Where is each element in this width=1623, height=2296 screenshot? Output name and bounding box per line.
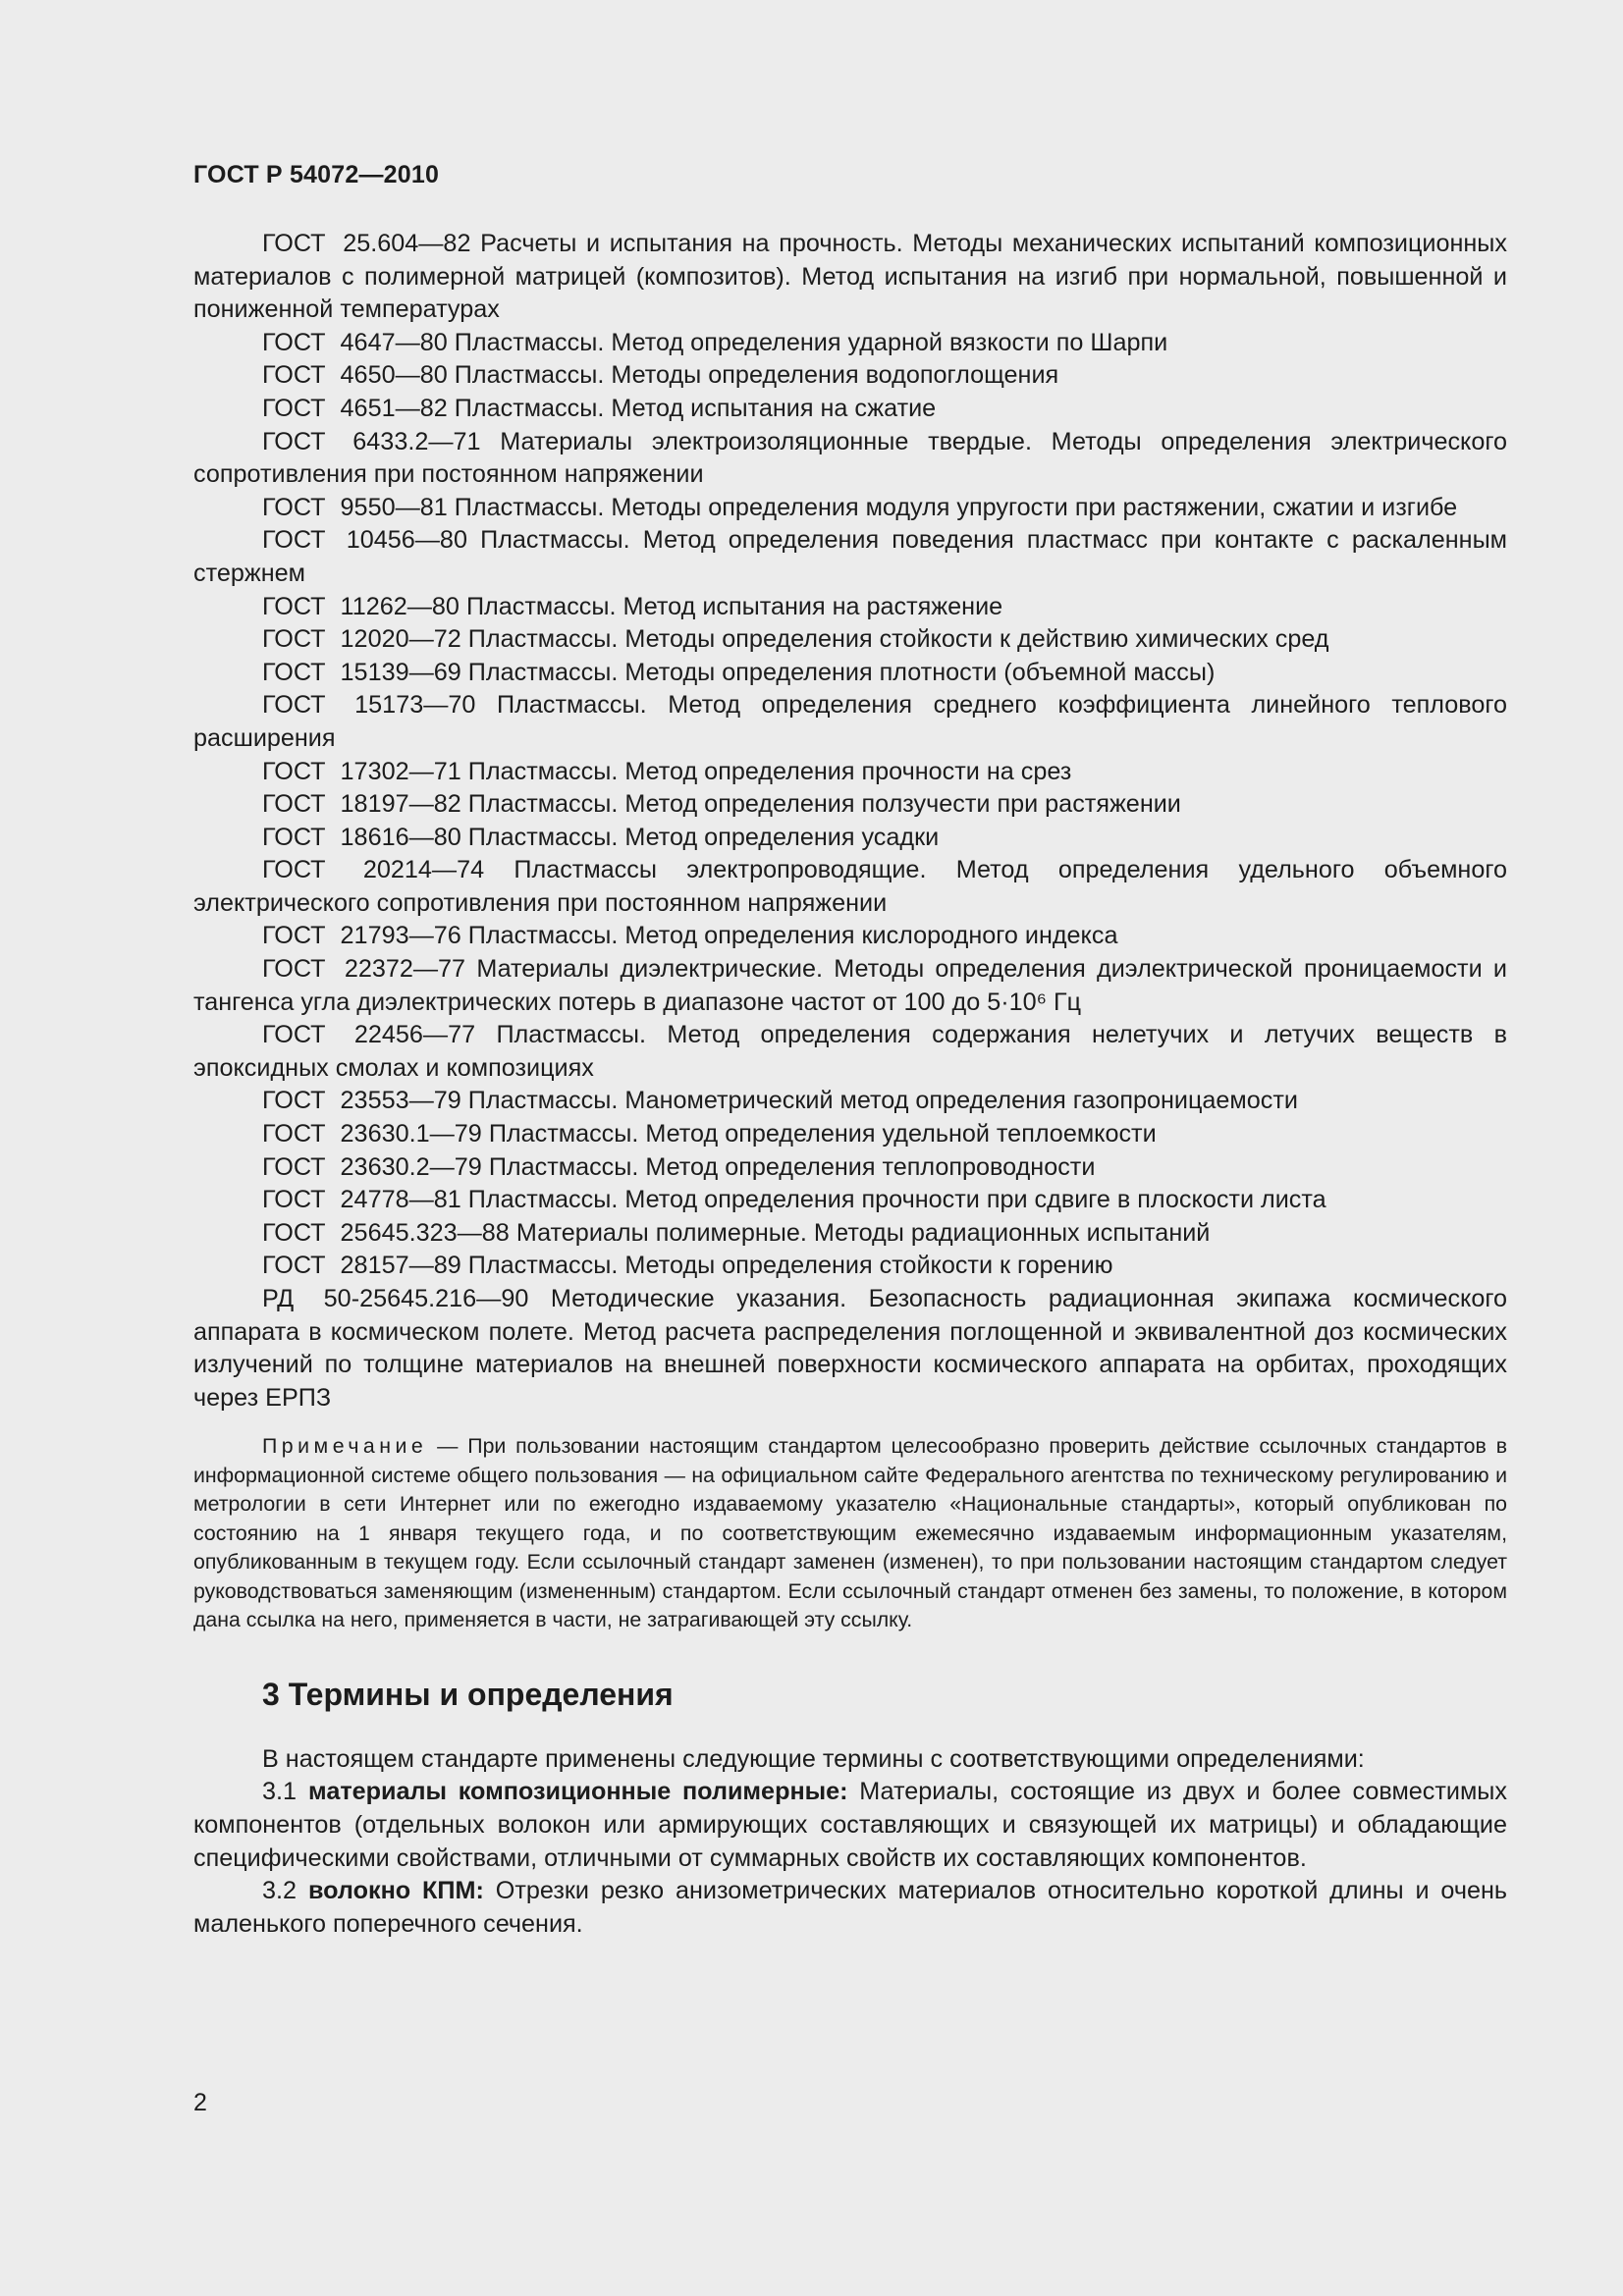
- reference-code: ГОСТ 23630.2—79: [262, 1152, 482, 1181]
- term-entry: [193, 1776, 1507, 1875]
- term-name: материалы композиционные полимерные:: [308, 1778, 848, 1806]
- reference-code: ГОСТ 23553—79: [262, 1087, 461, 1115]
- reference-title: Пластмассы. Метод определения прочности на срез: [467, 757, 1072, 785]
- reference-code: ГОСТ 18616—80: [262, 823, 461, 851]
- term-entry: [193, 1875, 1507, 1941]
- reference-item: [193, 359, 1507, 393]
- reference-title: Пластмассы. Метод определения удельной теплоемкости: [488, 1120, 1157, 1148]
- reference-code: РД 50-25645.216—90: [262, 1285, 529, 1312]
- reference-item: [193, 524, 1507, 590]
- reference-code: ГОСТ 12020—72: [262, 625, 461, 654]
- reference-item: [193, 393, 1507, 426]
- reference-item: [193, 1118, 1507, 1151]
- reference-item: [193, 854, 1507, 920]
- reference-code: ГОСТ 23630.1—79: [262, 1120, 482, 1148]
- reference-item: [193, 1184, 1507, 1217]
- reference-title: Пластмассы. Метод определения ударной вязкости по Шарпи: [454, 328, 1168, 356]
- document-header: ГОСТ Р 54072—2010: [193, 161, 440, 188]
- reference-item: [193, 822, 1507, 855]
- note-label: Примечание: [262, 1434, 428, 1459]
- reference-code: ГОСТ 22456—77: [262, 1021, 476, 1049]
- reference-code: ГОСТ 21793—76: [262, 922, 461, 950]
- reference-title: Материалы полимерные. Методы радиационных испытаний: [515, 1218, 1211, 1247]
- section-intro: В настоящем стандарте применены следующие термины с соответствующими определениями:: [262, 1744, 1365, 1773]
- reference-code: ГОСТ 17302—71: [262, 757, 461, 785]
- reference-title: Пластмассы. Методы определения стойкости к действию химических сред: [467, 625, 1329, 654]
- section-title: 3 Термины и определения: [262, 1676, 674, 1712]
- term-definition: Материалы, состоящие из двух и более совместимых компонентов (отдельных волокон или армирующих составляющих и связующей их матрицы) и обладающие специфическими свойствами, отличными от суммарных свойств их составляющих компонентов.: [193, 1778, 1508, 1872]
- reference-item: [193, 1085, 1507, 1118]
- reference-title: Пластмассы. Метод определения теплопроводности: [488, 1152, 1096, 1181]
- reference-item: [193, 327, 1507, 360]
- reference-title: Пластмассы электропроводящие. Метод определения удельного объемного электрического сопротивления при постоянном напряжении: [193, 856, 1507, 917]
- reference-item: [193, 1019, 1507, 1085]
- reference-item: [193, 228, 1507, 327]
- reference-item: [193, 623, 1507, 657]
- reference-title: Пластмассы. Метод испытания на сжатие: [454, 394, 937, 422]
- reference-code: ГОСТ 15139—69: [262, 658, 461, 686]
- reference-code: ГОСТ 24778—81: [262, 1186, 461, 1214]
- reference-code: ГОСТ 25.604—82: [262, 230, 471, 257]
- reference-code: ГОСТ 4647—80: [262, 328, 448, 356]
- reference-title: Пластмассы. Метод определения содержания нелетучих и летучих веществ в эпоксидных смолах и композициях: [193, 1021, 1507, 1082]
- reference-item: [193, 756, 1507, 789]
- note: [193, 1432, 1507, 1635]
- reference-item: [193, 591, 1507, 624]
- normative-references-list: [193, 228, 1507, 1415]
- term-number: 3.2: [262, 1877, 298, 1905]
- reference-title: Пластмассы. Метод определения поведения пластмасс при контакте с раскаленным стержнем: [193, 526, 1507, 587]
- reference-title: Пластмассы. Манометрический метод определения газопроницаемости: [467, 1087, 1298, 1115]
- reference-item: [193, 1217, 1507, 1251]
- reference-code: ГОСТ 18197—82: [262, 790, 461, 819]
- reference-title: Расчеты и испытания на прочность. Методы механических испытаний композиционных материалов с полимерной матрицей (композитов). Метод испытания на изгиб при нормальной, повышенной и пониженной температурах: [193, 230, 1507, 324]
- reference-title: Пластмассы. Метод определения ползучести при растяжении: [467, 790, 1181, 819]
- reference-title: Материалы электроизоляционные твердые. Методы определения электрического сопротивления при постоянном напряжении: [193, 427, 1508, 489]
- reference-title: Пластмассы. Методы определения модуля упругости при растяжении, сжатии и изгибе: [454, 493, 1458, 521]
- reference-title: Методические указания. Безопасность радиационная экипажа космического аппарата в космическом полете. Метод расчета распределения поглощенной и эквивалентной доз космических излучений по толщине материалов на внешней поверхности космического аппарата на орбитах, проходящих через ЕРПЗ: [193, 1285, 1507, 1412]
- reference-code: ГОСТ 15173—70: [262, 691, 476, 720]
- term-number: 3.1: [262, 1778, 298, 1806]
- reference-title: Пластмассы. Метод испытания на растяжение: [465, 592, 1003, 620]
- reference-title: Пластмассы. Методы определения стойкости к горению: [467, 1252, 1113, 1280]
- reference-item: [193, 1151, 1507, 1185]
- page-number: 2: [193, 2089, 207, 2116]
- note-text: — При пользовании настоящим стандартом целесообразно проверить действие ссылочных стандартов в информационной системе общего пользования — на официальном сайте Федерального агентства по техническому регулированию и метрологии в сети Интернет или по ежегодно издаваемому указателю «Национальные стандарты», который опубликован по состоянию на 1 января текущего года, и по соответствующим ежемесячно издаваемым информационным указателям, опубликованным в текущем году. Если ссылочный стандарт заменен (изменен), то при пользовании настоящим стандартом следует руководствоваться заменяющим (измененным) стандартом. Если ссылочный стандарт отменен без замены, то положение, в котором дана ссылка на него, применяется в части, не затрагивающей эту ссылку.: [193, 1434, 1508, 1632]
- reference-code: ГОСТ 20214—74: [262, 856, 485, 884]
- document-body: [193, 228, 1507, 1941]
- reference-code: ГОСТ 11262—80: [262, 592, 460, 620]
- reference-code: ГОСТ 10456—80: [262, 526, 467, 555]
- reference-item: [193, 953, 1507, 1019]
- reference-code: ГОСТ 28157—89: [262, 1252, 461, 1280]
- reference-item: [193, 1283, 1507, 1415]
- reference-item: [193, 689, 1507, 755]
- reference-item: [193, 426, 1507, 492]
- reference-item: [193, 657, 1507, 690]
- reference-title: Пластмассы. Метод определения среднего коэффициента линейного теплового расширения: [193, 691, 1508, 752]
- reference-code: ГОСТ 6433.2—71: [262, 427, 481, 455]
- reference-title: Пластмассы. Метод определения прочности при сдвиге в плоскости листа: [467, 1186, 1326, 1214]
- reference-code: ГОСТ 9550—81: [262, 493, 448, 521]
- reference-code: ГОСТ 4650—80: [262, 361, 448, 390]
- reference-title: Пластмассы. Метод определения кислородного индекса: [467, 922, 1118, 950]
- reference-item: [193, 788, 1507, 822]
- reference-title: Пластмассы. Метод определения усадки: [467, 823, 940, 851]
- reference-code: ГОСТ 4651—82: [262, 394, 448, 422]
- reference-item: [193, 492, 1507, 525]
- reference-code: ГОСТ 25645.323—88: [262, 1218, 510, 1247]
- reference-title: Материалы диэлектрические. Методы определения диэлектрической проницаемости и тангенса угла диэлектрических потерь в диапазоне частот от 100 до 5·10⁶ Гц: [193, 955, 1507, 1016]
- reference-code: ГОСТ 22372—77: [262, 955, 466, 984]
- term-definition: Отрезки резко анизометрических материалов относительно короткой длины и очень маленького поперечного сечения.: [193, 1877, 1507, 1938]
- reference-title: Пластмассы. Методы определения водопоглощения: [454, 361, 1059, 390]
- term-name: волокно КПМ:: [308, 1877, 484, 1905]
- reference-item: [193, 1250, 1507, 1283]
- reference-item: [193, 920, 1507, 953]
- reference-title: Пластмассы. Методы определения плотности (объемной массы): [467, 658, 1216, 686]
